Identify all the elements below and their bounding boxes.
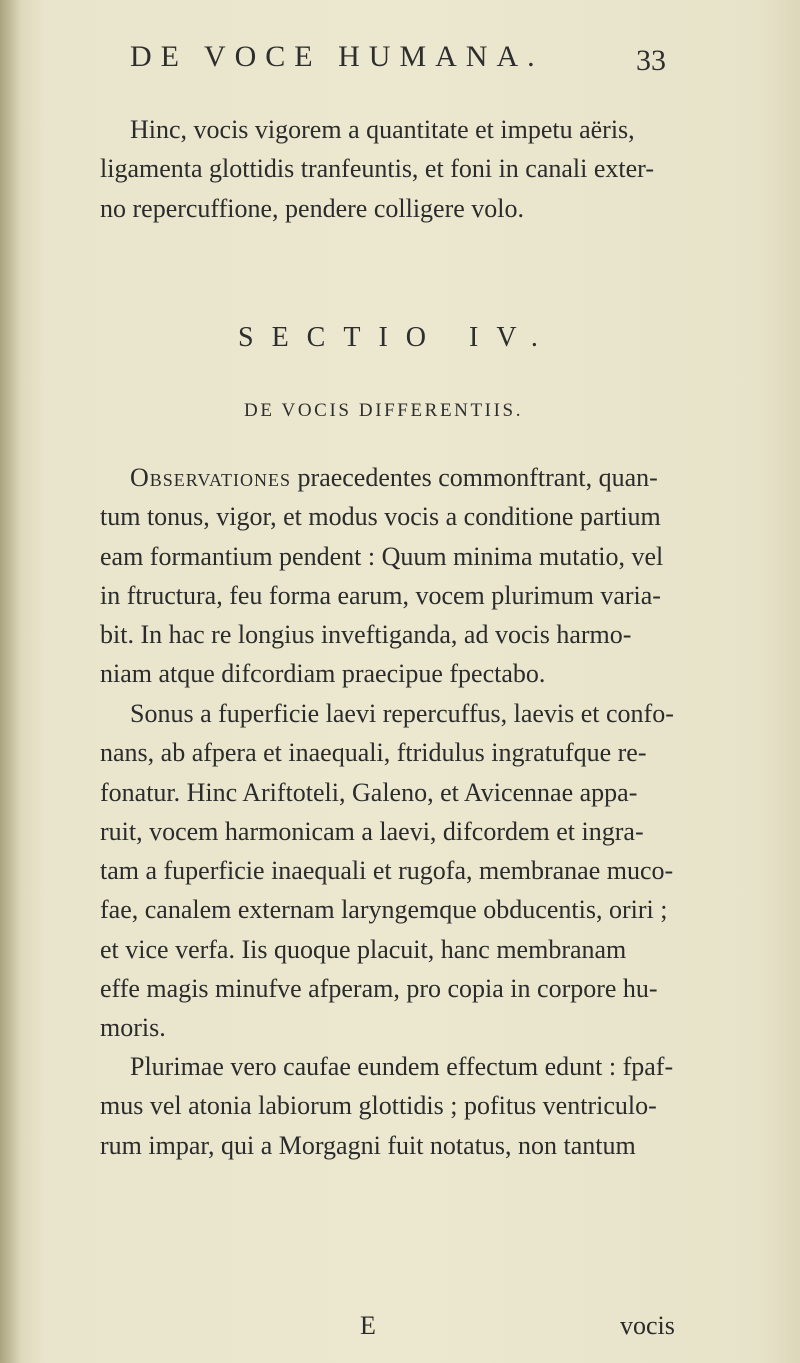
text-line: [100, 458, 675, 497]
text-line: fonatur. Hinc Ariftoteli, Galeno, et Avicennae appa-: [100, 777, 638, 807]
text-line: mus vel atonia labiorum glottidis ; pofitus ventriculo-: [100, 1091, 657, 1121]
text-line: moris.: [100, 1013, 166, 1043]
text-line: no repercuffione, pendere colligere volo.: [100, 193, 524, 223]
text-line: ligamenta glottidis tranfeuntis, et foni in canali exter-: [100, 154, 654, 184]
running-title: DE VOCE HUMANA.: [130, 40, 544, 73]
text-line: Sonus a fuperficie laevi repercuffus, laevis et confo-: [130, 699, 674, 728]
lead-line-rest: praecedentes commonftrant, quan-: [291, 463, 658, 492]
lead-word: Observationes: [130, 463, 292, 492]
paragraph-sonus: [100, 694, 675, 1048]
text-line: nans, ab afpera et inaequali, ftridulus ingratufque re-: [100, 738, 647, 768]
text-line: in ftructura, feu forma earum, vocem plurimum varia-: [100, 580, 661, 610]
text-line: Plurimae vero caufae eundem effectum edunt : fpaf-: [130, 1052, 674, 1081]
paragraph-plurimae: [100, 1047, 675, 1165]
text-line: fae, canalem externam laryngemque obducentis, oriri ;: [100, 895, 668, 925]
catchword: vocis: [620, 1311, 675, 1340]
page-edge-shadow: [0, 0, 22, 1363]
text-line: Hinc, vocis vigorem a quantitate et impetu aëris,: [130, 115, 635, 144]
section-title: SECTIO IV.: [238, 322, 556, 353]
text-line: tam a fuperficie inaequali et rugofa, membranae muco-: [100, 856, 674, 886]
text-line: eam formantium pendent : Quum minima mutatio, vel: [100, 541, 664, 571]
paragraph-observationes: [100, 458, 675, 694]
signature-mark: E: [360, 1311, 376, 1340]
section-subtitle: DE VOCIS DIFFERENTIIS.: [244, 400, 524, 421]
text-line: effe magis minufve afperam, pro copia in corpore hu-: [100, 974, 658, 1004]
text-line: rum impar, qui a Morgagni fuit notatus, non tantum: [100, 1130, 636, 1160]
intro-paragraph: [100, 110, 675, 228]
text-line: et vice verfa. Iis quoque placuit, hanc membranam: [100, 934, 627, 964]
text-line: niam atque difcordiam praecipue fpectabo.: [100, 659, 546, 689]
text-line: bit. In hac re longius inveftiganda, ad vocis harmo-: [100, 620, 632, 650]
text-line: tum tonus, vigor, et modus vocis a conditione partium: [100, 502, 661, 532]
page-number: 33: [636, 44, 666, 77]
text-line: ruit, vocem harmonicam a laevi, difcordem et ingra-: [100, 816, 644, 846]
